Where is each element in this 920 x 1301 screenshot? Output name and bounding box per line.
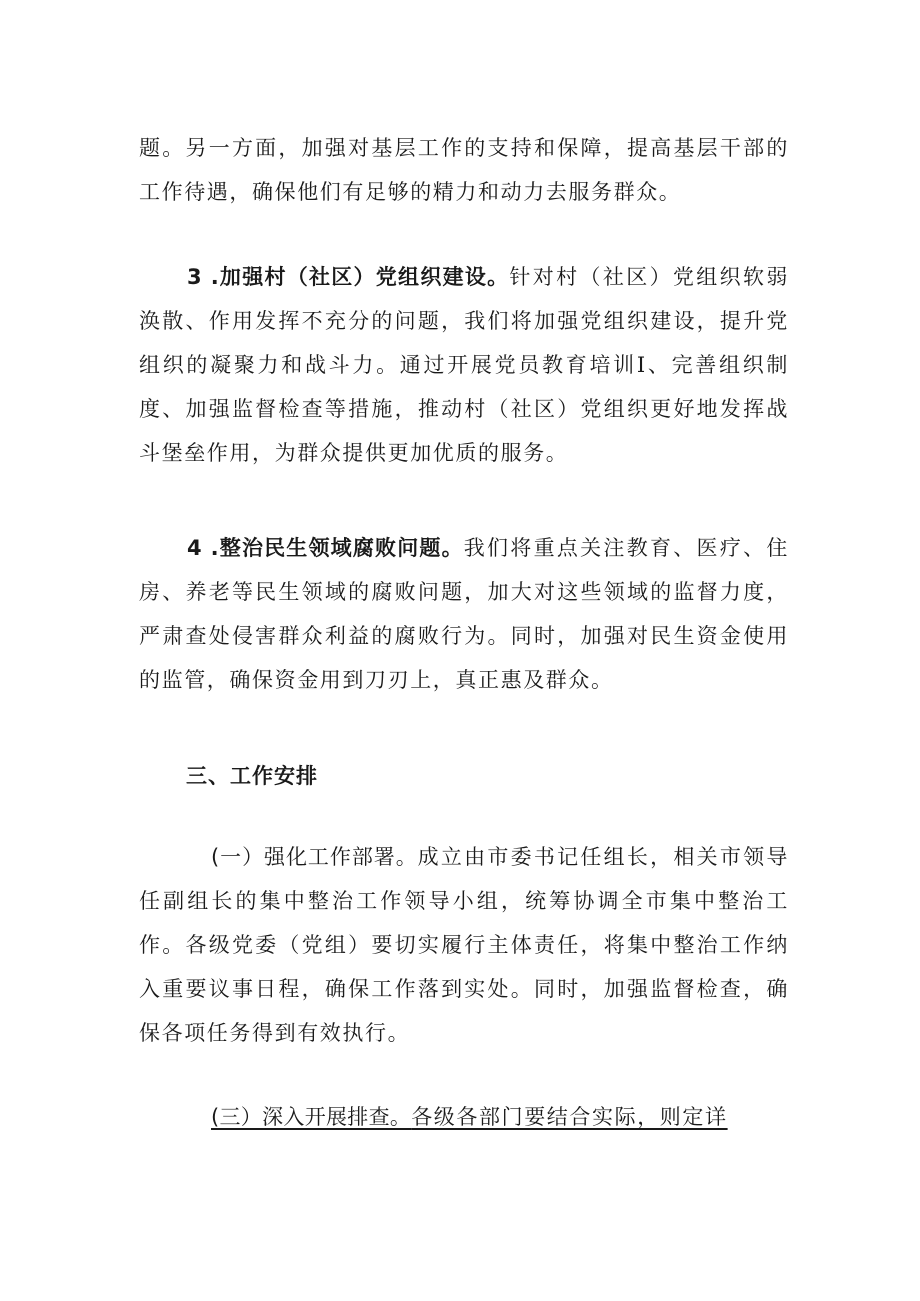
paragraph-text: 我们将重点关注教育、医疗、住房、养老等民生领域的腐败问题，加大对这些领域的监督力度，严肃查处侵害群众利益的腐败行为。同时，加强对民生资金使用的监管，确保资金用到刀刃上，真正惠及群众。 <box>139 536 789 692</box>
paragraph-text: 针对村（社区）党组织软弱涣散、作用发挥不充分的问题，我们将加强党组织建设，提升党组织的凝聚力和战斗力。通过开展党员教育培训I、完善组织制度、加强监督检查等措施，推动村（社区）党组织更好地发挥战斗堡垒作用，为群众提供更加优质的服务。 <box>139 265 789 465</box>
paragraph-continuation <box>139 126 789 214</box>
subsection-text: 各级各部门要结合实际，则定详 <box>411 1105 728 1129</box>
paragraph-text: 题。另一方面，加强对基层工作的支持和保障，提高基层干部的工作待遇，确保他们有足够的精力和动力去服务群众。 <box>139 136 789 204</box>
subsection-text: 成立由市委书记任组长，相关市领导任副组长的集中整治工作领导小组，统筹协调全市集中整治工作。各级党委（党组）要切实履行主体责任，将集中整治工作纳入重要议事日程，确保工作落到实处。同时，加强监督检查，确保各项任务得到有效执行。 <box>139 845 789 1045</box>
paragraph-village-party-building <box>139 255 789 475</box>
paragraph-heading: 3 .加强村（社区）党组织建设。 <box>187 265 510 289</box>
paragraph-livelihood-corruption <box>139 526 789 702</box>
subsection-work-deployment <box>139 835 789 1055</box>
subsection-heading: (一）强化工作部署。 <box>211 845 418 869</box>
section-title: 三、工作安排 <box>186 764 318 788</box>
paragraph-heading: 4 .整治民生领域腐败问题。 <box>187 536 464 560</box>
subsection-investigation <box>139 1095 789 1139</box>
subsection-heading: (三）深入开展排查。 <box>211 1105 412 1129</box>
